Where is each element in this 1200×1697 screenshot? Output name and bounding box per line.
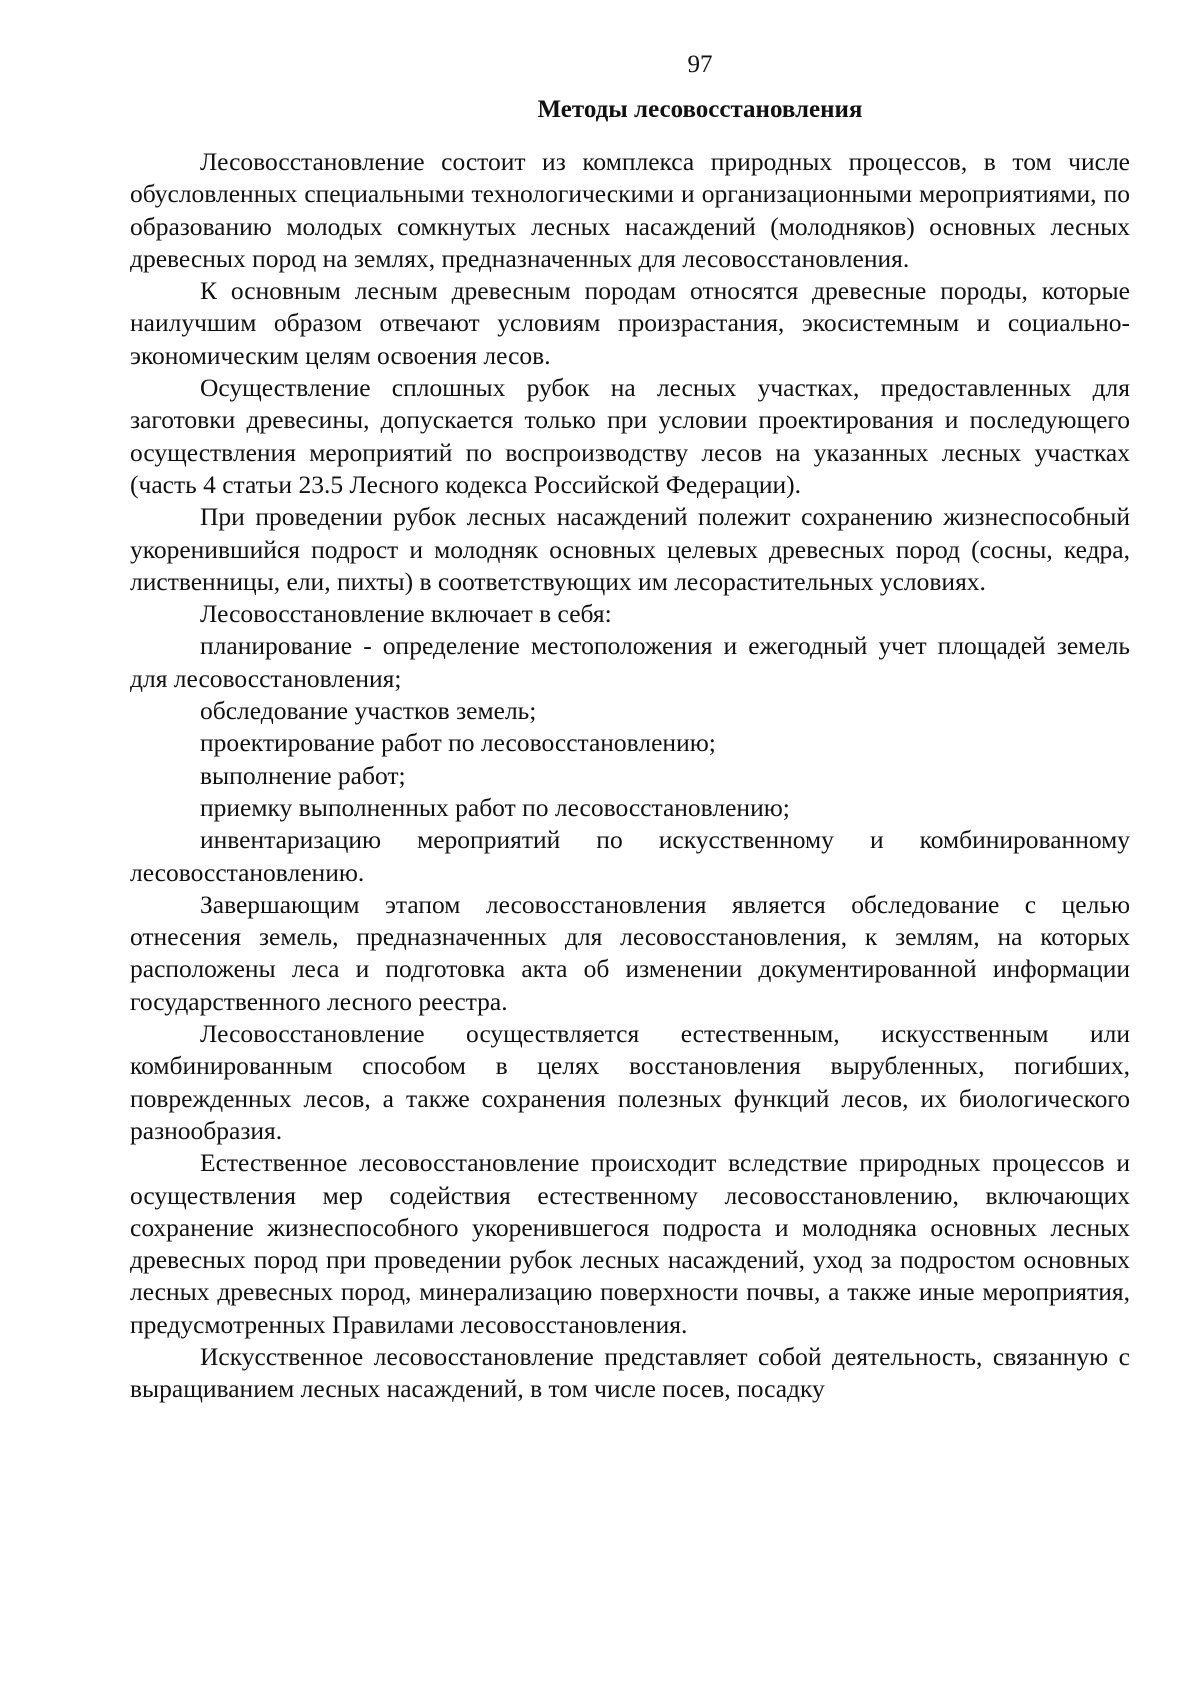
paragraph: Лесовосстановление состоит из комплекса природных процессов, в том числе обусловленных специальными технологическими и организационными мероприятиями, по образованию молодых сомкнутых лесных насаждений (молодняков) основных лесных древесных пород на землях, предназначенных для лесовосстановления. — [130, 147, 1130, 273]
paragraph: Лесовосстановление включает в себя: — [200, 599, 612, 629]
paragraph: Естественное лесовосстановление происходит вследствие природных процессов и осуществления мер содействия естественному лесовосстановлению, включающих сохранение жизнеспособного укоренившегося подроста и молодняка основных лесных древесных пород при проведении рубок лесных насаждений, уход за подростом основных лесных древесных пород, минерализацию поверхности почвы, а также иные мероприятия, предусмотренных Правилами лесовосстановления. — [130, 1148, 1130, 1339]
list-item: приемку выполненных работ по лесовосстановлению; — [200, 792, 790, 822]
list-item: проектирование работ по лесовосстановлению; — [200, 728, 716, 758]
list-item: планирование - определение местоположения и ежегодный учет площадей земель для лесовосстановления; — [130, 631, 1130, 693]
section-title: Методы лесовосстановления — [537, 96, 863, 123]
paragraph: Лесовосстановление осуществляется естественным, искусственным или комбинированным способом в целях восстановления вырубленных, погибших, поврежденных лесов, а также сохранения полезных функций лесов, их биологического разнообразия. — [130, 1019, 1130, 1145]
paragraph: К основным лесным древесным породам относятся древесные породы, которые наилучшим образом отвечают условиям произрастания, экосистемным и социально-экономическим целям освоения лесов. — [130, 276, 1130, 370]
list-item: выполнение работ; — [200, 760, 406, 790]
paragraph: Завершающим этапом лесовосстановления является обследование с целью отнесения земель, предназначенных для лесовосстановления, к землям, на которых расположены леса и подготовка акта об изменении документированной информации государственного лесного реестра. — [130, 889, 1130, 1016]
paragraph: При проведении рубок лесных насаждений полежит сохранению жизнеспособный укоренившийся подрост и молодняк основных целевых древесных пород (сосны, кедра, лиственницы, ели, пихты) в соответствующих им лесорастительных условиях. — [130, 502, 1130, 596]
page-number: 97 — [687, 51, 713, 78]
list-item: инвентаризацию мероприятий по искусственному и комбинированному лесовосстановлению. — [130, 825, 1130, 887]
document-page — [130, 50, 1130, 1406]
body-text — [130, 146, 1130, 1406]
paragraph: Осуществление сплошных рубок на лесных участках, предоставленных для заготовки древесины, допускается только при условии проектирования и последующего осуществления мероприятий по воспроизводству лесов на указанных лесных участках (часть 4 статьи 23.5 Лесного кодекса Российской Федерации). — [130, 373, 1130, 499]
paragraph: Искусственное лесовосстановление представляет собой деятельность, связанную с выращиванием лесных насаждений, в том числе посев, посадку — [130, 1341, 1130, 1404]
list-item: обследование участков земель; — [200, 696, 537, 726]
